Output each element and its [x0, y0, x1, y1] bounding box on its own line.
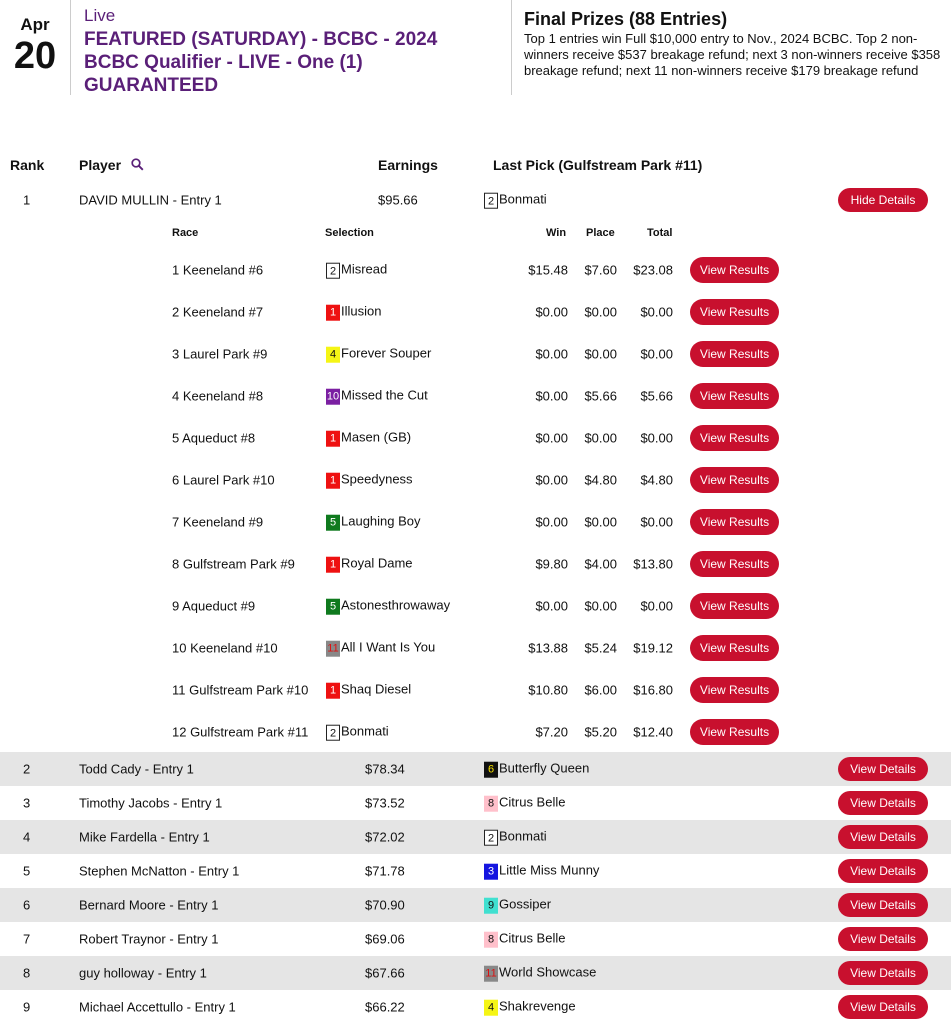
detail-selection [326, 346, 431, 363]
detail-win: $15.48 [528, 262, 568, 278]
detail-selection [326, 598, 450, 615]
view-details-button[interactable]: View Details [838, 757, 928, 781]
horse-name: Laughing Boy [341, 513, 421, 529]
horse-name: Astonesthrowaway [341, 597, 451, 613]
detail-place: $5.20 [584, 724, 617, 740]
detail-race: 4 Keeneland #8 [172, 388, 264, 404]
detail-selection [326, 472, 413, 489]
detail-total: $16.80 [633, 682, 673, 698]
row-player[interactable]: Stephen McNatton - Entry 1 [79, 863, 240, 879]
view-results-button[interactable]: View Results [690, 299, 779, 325]
row-rank: 8 [23, 965, 31, 981]
row-last-pick [484, 863, 599, 880]
view-results-button[interactable]: View Results [690, 593, 779, 619]
header-player [79, 157, 144, 173]
row-last-pick [484, 931, 565, 948]
detail-header-total: Total [647, 227, 673, 239]
detail-win: $10.80 [528, 682, 568, 698]
view-results-button[interactable]: View Results [690, 677, 779, 703]
detail-win: $13.88 [528, 640, 568, 656]
detail-race: 3 Laurel Park #9 [172, 346, 268, 362]
row-player[interactable]: Michael Accettullo - Entry 1 [79, 999, 236, 1015]
view-results-button[interactable]: View Results [690, 719, 779, 745]
row-earnings: $72.02 [365, 829, 405, 845]
detail-race: 11 Gulfstream Park #10 [172, 682, 309, 698]
detail-header-place: Place [586, 227, 615, 239]
row-last-pick [484, 795, 565, 812]
row-earnings: $70.90 [365, 897, 405, 913]
detail-win: $0.00 [535, 598, 568, 614]
horse-name: Citrus Belle [499, 930, 566, 946]
row-player[interactable]: DAVID MULLIN - Entry 1 [79, 192, 222, 208]
post-position-badge: 5 [326, 514, 340, 530]
detail-selection [326, 514, 421, 531]
detail-row [0, 669, 951, 711]
detail-row [0, 417, 951, 459]
horse-name: Bonmati [499, 191, 547, 207]
detail-selection [326, 262, 387, 279]
horse-name: Bonmati [341, 723, 389, 739]
horse-name: Butterfly Queen [499, 760, 590, 776]
row-last-pick [484, 965, 596, 982]
view-details-button[interactable]: View Details [838, 859, 928, 883]
detail-header-race: Race [172, 227, 199, 239]
horse-name: Shakrevenge [499, 998, 576, 1014]
row-rank: 5 [23, 863, 31, 879]
detail-total: $0.00 [640, 598, 673, 614]
detail-race: 10 Keeneland #10 [172, 640, 278, 656]
prizes-title: Final Prizes (88 Entries) [524, 9, 728, 29]
detail-place: $0.00 [584, 514, 617, 530]
row-earnings: $69.06 [365, 931, 405, 947]
event-title: FEATURED (SATURDAY) - BCBC - 2024 BCBC Qualifier - LIVE - One (1) GUARANTEED [84, 29, 438, 96]
detail-row [0, 543, 951, 585]
detail-place: $0.00 [584, 346, 617, 362]
row-rank: 4 [23, 829, 31, 845]
post-position-badge: 8 [484, 795, 498, 811]
detail-win: $0.00 [535, 346, 568, 362]
post-position-badge: 2 [326, 724, 340, 740]
horse-name: Missed the Cut [341, 387, 428, 403]
row-rank: 7 [23, 931, 31, 947]
horse-name: Forever Souper [341, 345, 432, 361]
post-position-badge: 1 [326, 472, 340, 488]
detail-win: $0.00 [535, 388, 568, 404]
header-last-pick: Last Pick (Gulfstream Park #11) [493, 157, 703, 173]
detail-total: $0.00 [640, 304, 673, 320]
detail-row [0, 627, 951, 669]
horse-name: Royal Dame [341, 555, 413, 571]
detail-selection [326, 682, 411, 699]
detail-place: $5.24 [584, 640, 617, 656]
prizes-panel [511, 0, 943, 95]
horse-name: Little Miss Munny [499, 862, 600, 878]
horse-name: World Showcase [499, 964, 597, 980]
row-last-pick [484, 829, 547, 846]
horse-name: Speedyness [341, 471, 413, 487]
view-details-button[interactable]: View Details [838, 791, 928, 815]
detail-race: 7 Keeneland #9 [172, 514, 264, 530]
prizes-text: Top 1 entries win Full $10,000 entry to Nov., 2024 BCBC. Top 2 non-winners receive $537 breakage refund; next 3 non-winners receive $358 breakage refund; next 11 non-winners receive $179 breakage refund [524, 31, 941, 78]
view-results-button[interactable]: View Results [690, 257, 779, 283]
detail-total: $0.00 [640, 430, 673, 446]
post-position-badge: 6 [484, 761, 498, 777]
post-position-badge: 4 [326, 346, 340, 362]
leaderboard-row [0, 888, 951, 922]
detail-place: $6.00 [584, 682, 617, 698]
post-position-badge: 2 [484, 192, 498, 208]
view-details-button[interactable]: View Details [838, 927, 928, 951]
leaderboard-row [0, 922, 951, 956]
row-rank: 9 [23, 999, 31, 1015]
detail-row [0, 375, 951, 417]
row-last-pick [484, 897, 551, 914]
horse-name: Citrus Belle [499, 794, 566, 810]
header-earnings: Earnings [378, 157, 438, 173]
post-position-badge: 4 [484, 999, 498, 1015]
detail-place: $7.60 [584, 262, 617, 278]
detail-row [0, 249, 951, 291]
detail-win: $9.80 [535, 556, 568, 572]
leaderboard-row [0, 752, 951, 786]
detail-win: $0.00 [535, 304, 568, 320]
post-position-badge: 8 [484, 931, 498, 947]
search-icon[interactable] [131, 158, 144, 171]
detail-header-win: Win [546, 227, 567, 239]
row-earnings: $73.52 [365, 795, 405, 811]
detail-win: $0.00 [535, 472, 568, 488]
detail-selection [326, 724, 389, 741]
leaderboard-row [0, 183, 951, 217]
row-player[interactable]: Mike Fardella - Entry 1 [79, 829, 210, 845]
horse-name: Bonmati [499, 828, 547, 844]
detail-total: $4.80 [640, 472, 673, 488]
detail-win: $0.00 [535, 430, 568, 446]
horse-name: Shaq Diesel [341, 681, 412, 697]
detail-total: $13.80 [633, 556, 673, 572]
event-date [0, 0, 71, 95]
post-position-badge: 11 [485, 967, 497, 980]
post-position-badge: 2 [326, 262, 340, 278]
detail-total: $19.12 [633, 640, 673, 656]
view-results-button[interactable]: View Results [690, 341, 779, 367]
detail-row [0, 291, 951, 333]
header-player-label: Player [79, 157, 122, 173]
row-player[interactable]: guy holloway - Entry 1 [79, 965, 207, 981]
row-earnings: $71.78 [365, 863, 405, 879]
row-last-pick [484, 761, 589, 778]
detail-selection [326, 640, 435, 657]
detail-race: 12 Gulfstream Park #11 [172, 724, 309, 740]
post-position-badge: 3 [484, 863, 498, 879]
post-position-badge: 1 [326, 682, 340, 698]
detail-place: $4.00 [584, 556, 617, 572]
detail-total: $0.00 [640, 514, 673, 530]
detail-race: 5 Aqueduct #8 [172, 430, 256, 446]
detail-place: $0.00 [584, 598, 617, 614]
hide-details-button[interactable]: Hide Details [838, 188, 928, 212]
detail-selection [326, 388, 428, 405]
view-results-button[interactable]: View Results [690, 425, 779, 451]
detail-race: 6 Laurel Park #10 [172, 472, 275, 488]
leaderboard-row [0, 820, 951, 854]
leaderboard-row [0, 854, 951, 888]
post-position-badge: 5 [326, 598, 340, 614]
row-earnings: $66.22 [365, 999, 405, 1015]
detail-selection [326, 430, 411, 447]
row-rank: 2 [23, 761, 31, 777]
detail-row [0, 333, 951, 375]
view-results-button[interactable]: View Results [690, 383, 779, 409]
row-rank: 3 [23, 795, 31, 811]
detail-selection [326, 304, 381, 321]
post-position-badge: 1 [326, 304, 340, 320]
detail-place: $0.00 [584, 304, 617, 320]
detail-race: 1 Keeneland #6 [172, 262, 264, 278]
detail-row [0, 501, 951, 543]
row-player[interactable]: Timothy Jacobs - Entry 1 [79, 795, 223, 811]
leaderboard-row [0, 956, 951, 990]
post-position-badge: 2 [484, 829, 498, 845]
detail-header-selection: Selection [325, 227, 374, 239]
header-rank: Rank [10, 157, 45, 173]
horse-name: Gossiper [499, 896, 552, 912]
row-earnings: $78.34 [365, 761, 405, 777]
detail-race: 9 Aqueduct #9 [172, 598, 256, 614]
event-day: 20 [13, 35, 57, 77]
detail-race: 2 Keeneland #7 [172, 304, 264, 320]
post-position-badge: 11 [327, 642, 339, 655]
post-position-badge: 1 [326, 556, 340, 572]
horse-name: All I Want Is You [341, 639, 436, 655]
row-player[interactable]: Bernard Moore - Entry 1 [79, 897, 219, 913]
view-details-button[interactable]: View Details [838, 961, 928, 985]
leaderboard-row [0, 990, 951, 1024]
row-last-pick [484, 999, 576, 1016]
post-position-badge: 1 [326, 430, 340, 446]
row-player[interactable]: Todd Cady - Entry 1 [79, 761, 194, 777]
detail-win: $7.20 [535, 724, 568, 740]
view-results-button[interactable]: View Results [690, 551, 779, 577]
view-details-button[interactable]: View Details [838, 825, 928, 849]
detail-place: $0.00 [584, 430, 617, 446]
detail-row [0, 585, 951, 627]
post-position-badge: 9 [484, 897, 498, 913]
detail-selection [326, 556, 413, 573]
detail-place: $5.66 [584, 388, 617, 404]
post-position-badge: 10 [326, 390, 340, 403]
view-results-button[interactable]: View Results [690, 635, 779, 661]
row-rank: 1 [23, 192, 31, 208]
detail-total: $12.40 [633, 724, 673, 740]
horse-name: Misread [341, 261, 388, 277]
view-details-button[interactable]: View Details [838, 893, 928, 917]
leaderboard-row [0, 786, 951, 820]
row-rank: 6 [23, 897, 31, 913]
row-last-pick [484, 192, 547, 209]
row-earnings: $95.66 [378, 192, 418, 208]
horse-name: Masen (GB) [341, 429, 412, 445]
detail-race: 8 Gulfstream Park #9 [172, 556, 295, 572]
detail-row [0, 711, 951, 753]
event-month: Apr [20, 15, 50, 34]
view-details-button[interactable]: View Details [838, 995, 928, 1019]
detail-place: $4.80 [584, 472, 617, 488]
detail-total: $5.66 [640, 388, 673, 404]
view-results-button[interactable]: View Results [690, 467, 779, 493]
row-player[interactable]: Robert Traynor - Entry 1 [79, 931, 219, 947]
detail-row [0, 459, 951, 501]
detail-win: $0.00 [535, 514, 568, 530]
detail-total: $23.08 [633, 262, 673, 278]
event-status: Live [84, 6, 116, 25]
view-results-button[interactable]: View Results [690, 509, 779, 535]
horse-name: Illusion [341, 303, 382, 319]
detail-total: $0.00 [640, 346, 673, 362]
row-earnings: $67.66 [365, 965, 405, 981]
